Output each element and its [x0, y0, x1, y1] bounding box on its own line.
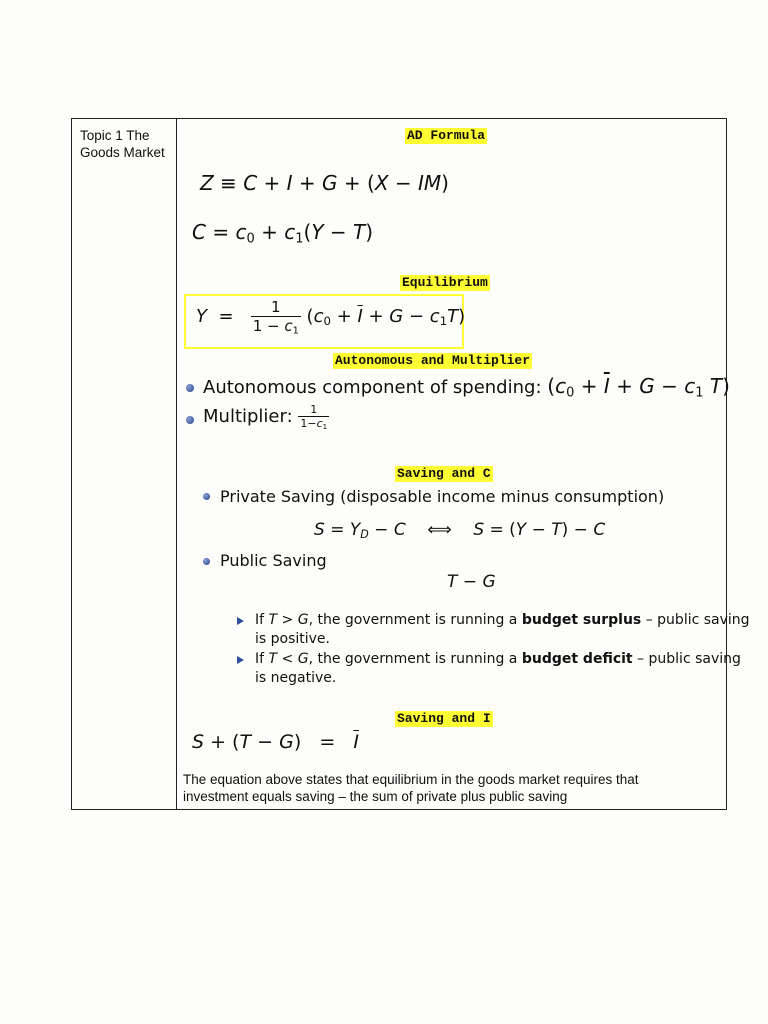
topic-label	[80, 127, 172, 161]
heading-saving-c: Saving and C	[397, 466, 491, 481]
column-divider	[176, 119, 177, 809]
equation-c: $C = c_0 + c_1(Y - T)$	[192, 220, 374, 247]
conclusion-line-1: The equation above states that equilibrium in the goods market requires that	[183, 772, 639, 787]
equation-z: Z ≡ C + I + G + (X − IM)	[200, 171, 449, 195]
bullet-autonomous: Autonomous component of spending: ($c_0 + \overline{I} + G - c_1$ T)	[203, 374, 730, 401]
conclusion-text	[183, 771, 639, 805]
bullet-icon	[203, 558, 210, 565]
bullet-multiplier: Multiplier: $\frac{1}{1-c_1}$	[203, 403, 328, 431]
heading-autonomous-multiplier: Autonomous and Multiplier	[335, 353, 531, 368]
triangle-bullet-icon	[237, 656, 244, 664]
bullet-private-saving: Private Saving (disposable income minus consumption)	[220, 487, 665, 506]
triangle-bullet-icon	[237, 617, 244, 625]
subbullet-surplus: If T > G, the government is running a budget surplus – public saving is positive.	[255, 612, 750, 647]
autonomous-label: Autonomous component of spending:	[203, 377, 542, 398]
bullet-icon	[186, 416, 194, 424]
equation-saving-investment: $S + (T - G) = \overline{I}$	[192, 731, 360, 753]
heading-equilibrium: Equilibrium	[402, 275, 488, 290]
bullet-icon	[186, 384, 194, 392]
heading-ad-formula: AD Formula	[407, 128, 486, 143]
bullet-public-saving: Public Saving	[220, 551, 327, 570]
topic-line-2: Goods Market	[80, 145, 165, 160]
content-table	[71, 118, 750, 810]
topic-line-1: Topic 1 The	[80, 128, 150, 143]
bullet-icon	[203, 493, 210, 500]
conclusion-line-2: investment equals saving – the sum of private plus public saving	[183, 789, 568, 804]
equation-public-saving: T − G	[447, 572, 496, 592]
equation-private-saving: $S = Y_D - C$ ⟺ S = (Y − T) − C	[314, 520, 606, 541]
heading-saving-i: Saving and I	[397, 711, 491, 726]
multiplier-label: Multiplier:	[203, 405, 293, 427]
equation-equilibrium: Y = $\frac{1}{1 - c_1}$ $(c_0 + \overline{I} + G - c_1T)$	[196, 298, 466, 337]
subbullet-deficit: If T < G, the government is running a budget deficit – public saving is negative.	[255, 651, 741, 686]
